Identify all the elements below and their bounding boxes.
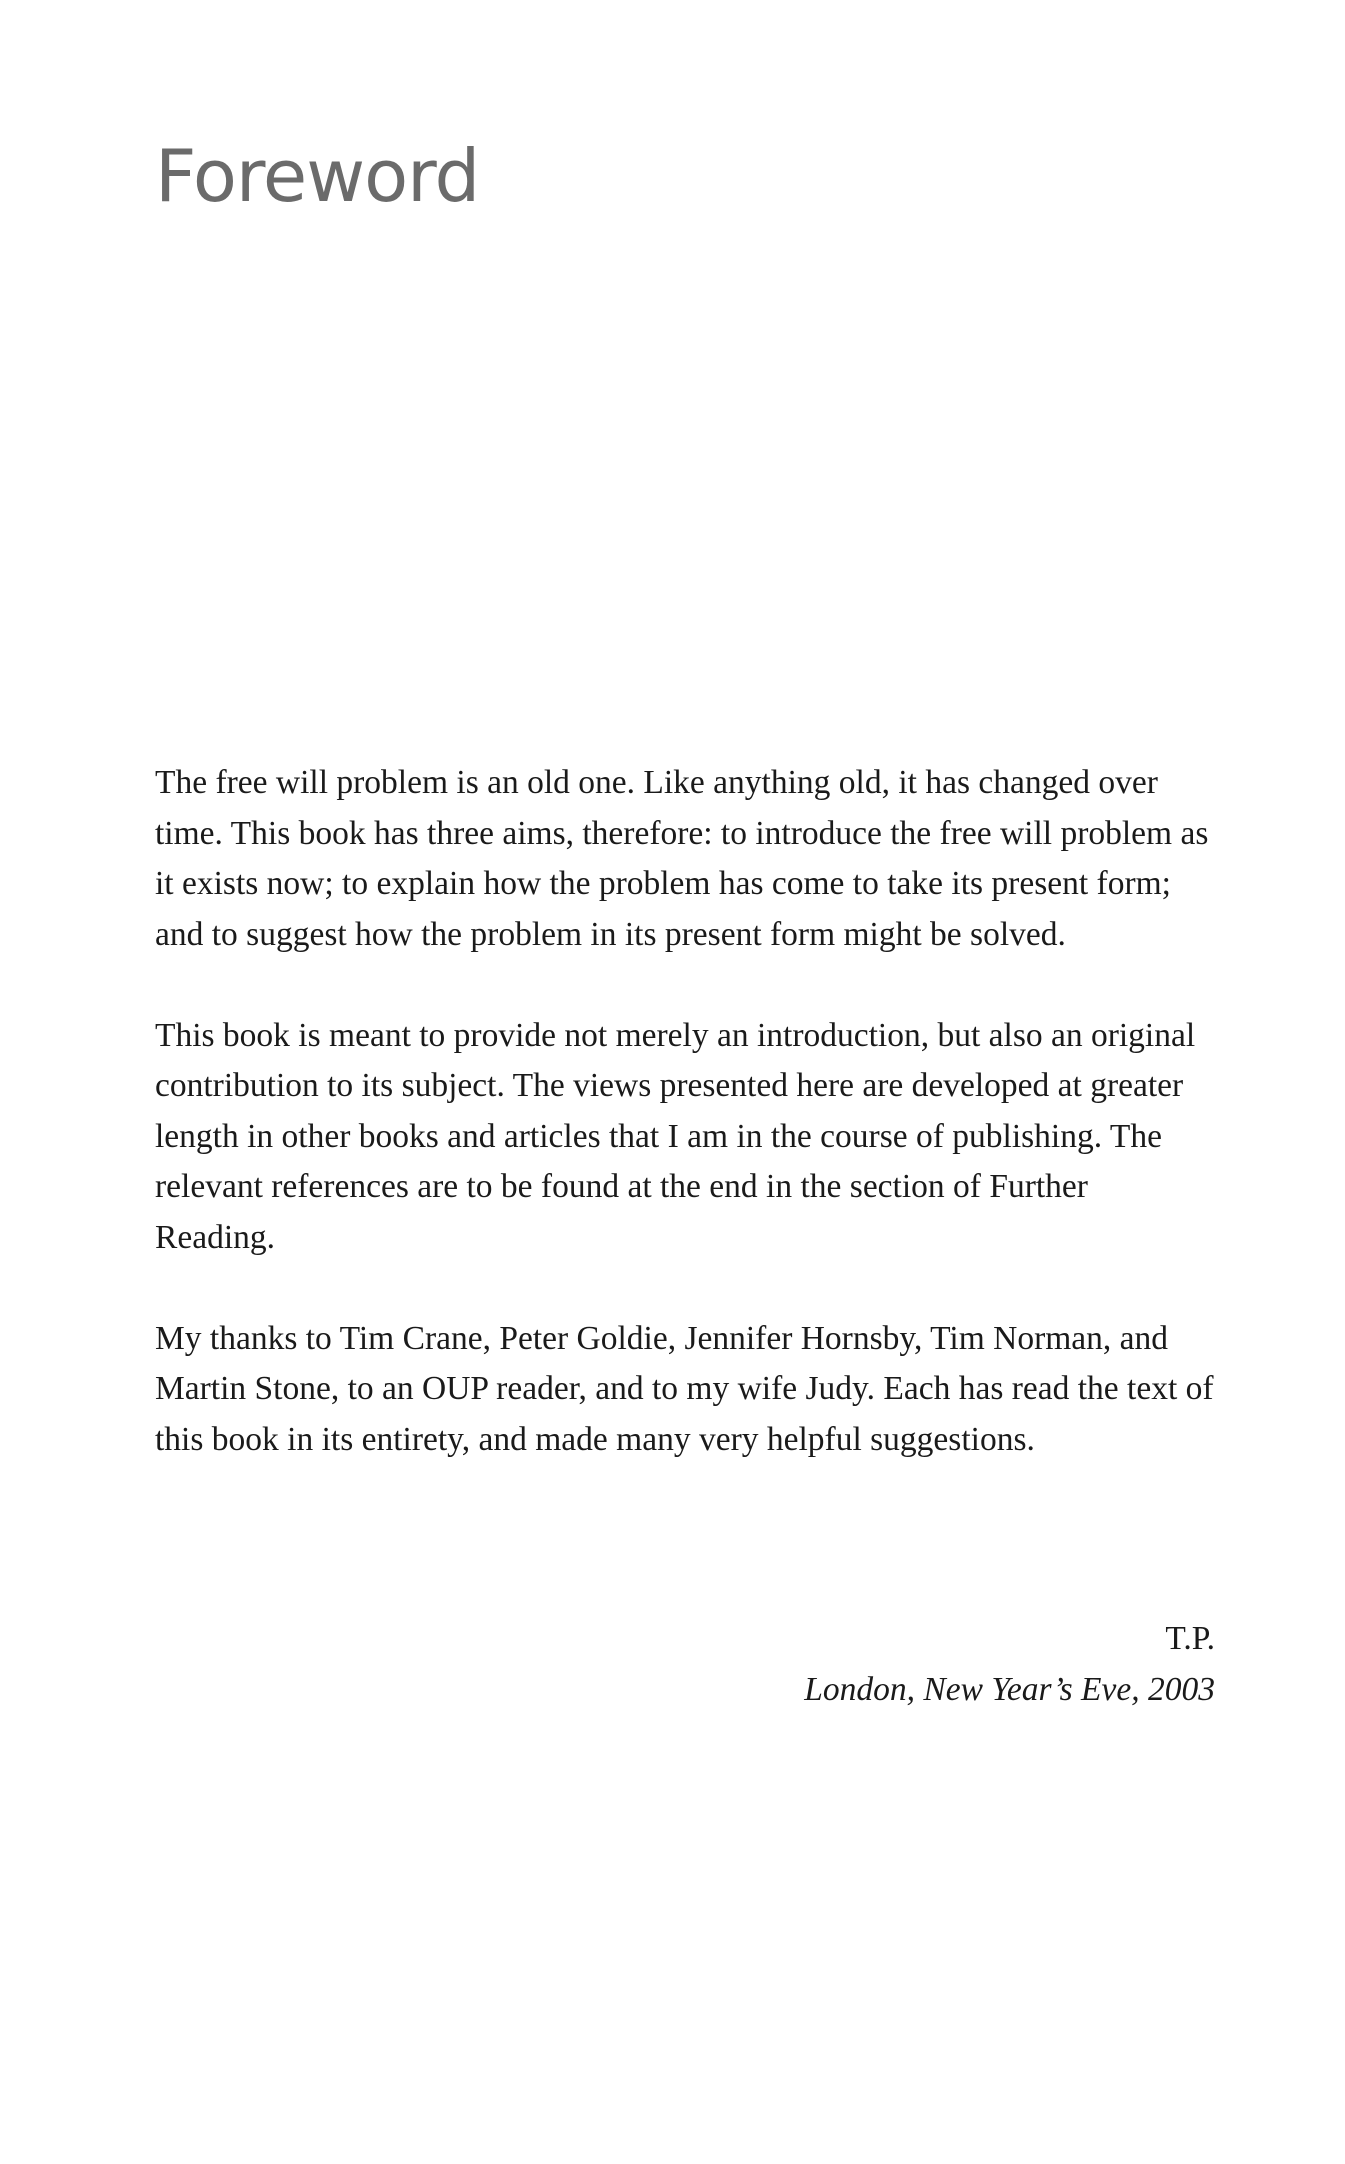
page-title: Foreword	[155, 134, 480, 218]
foreword-body	[155, 758, 1215, 1516]
paragraph-aims: The free will problem is an old one. Like anything old, it has changed over time. This book has three aims, therefore: to introduce the free will problem as it exists now; to explain how the problem has come to take its present form; and to suggest how the problem in its present form might be solved.	[155, 764, 1209, 953]
author-initials: T.P.	[1165, 1620, 1215, 1657]
signoff	[155, 1614, 1215, 1715]
place-date: London, New Year’s Eve, 2003	[804, 1670, 1215, 1708]
paragraph-contribution: This book is meant to provide not merely an introduction, but also an original contribution to its subject. The views presented here are developed at greater length in other books and articles that I am in the course of publishing. The relevant references are to be found at the end in the section of Further Reading.	[155, 1016, 1196, 1256]
paragraph-acknowledgements: My thanks to Tim Crane, Peter Goldie, Jennifer Hornsby, Tim Norman, and Martin Stone, to an OUP reader, and to my wife Judy. Each has read the text of this book in its entirety, and made many very helpful suggestions.	[155, 1319, 1214, 1458]
